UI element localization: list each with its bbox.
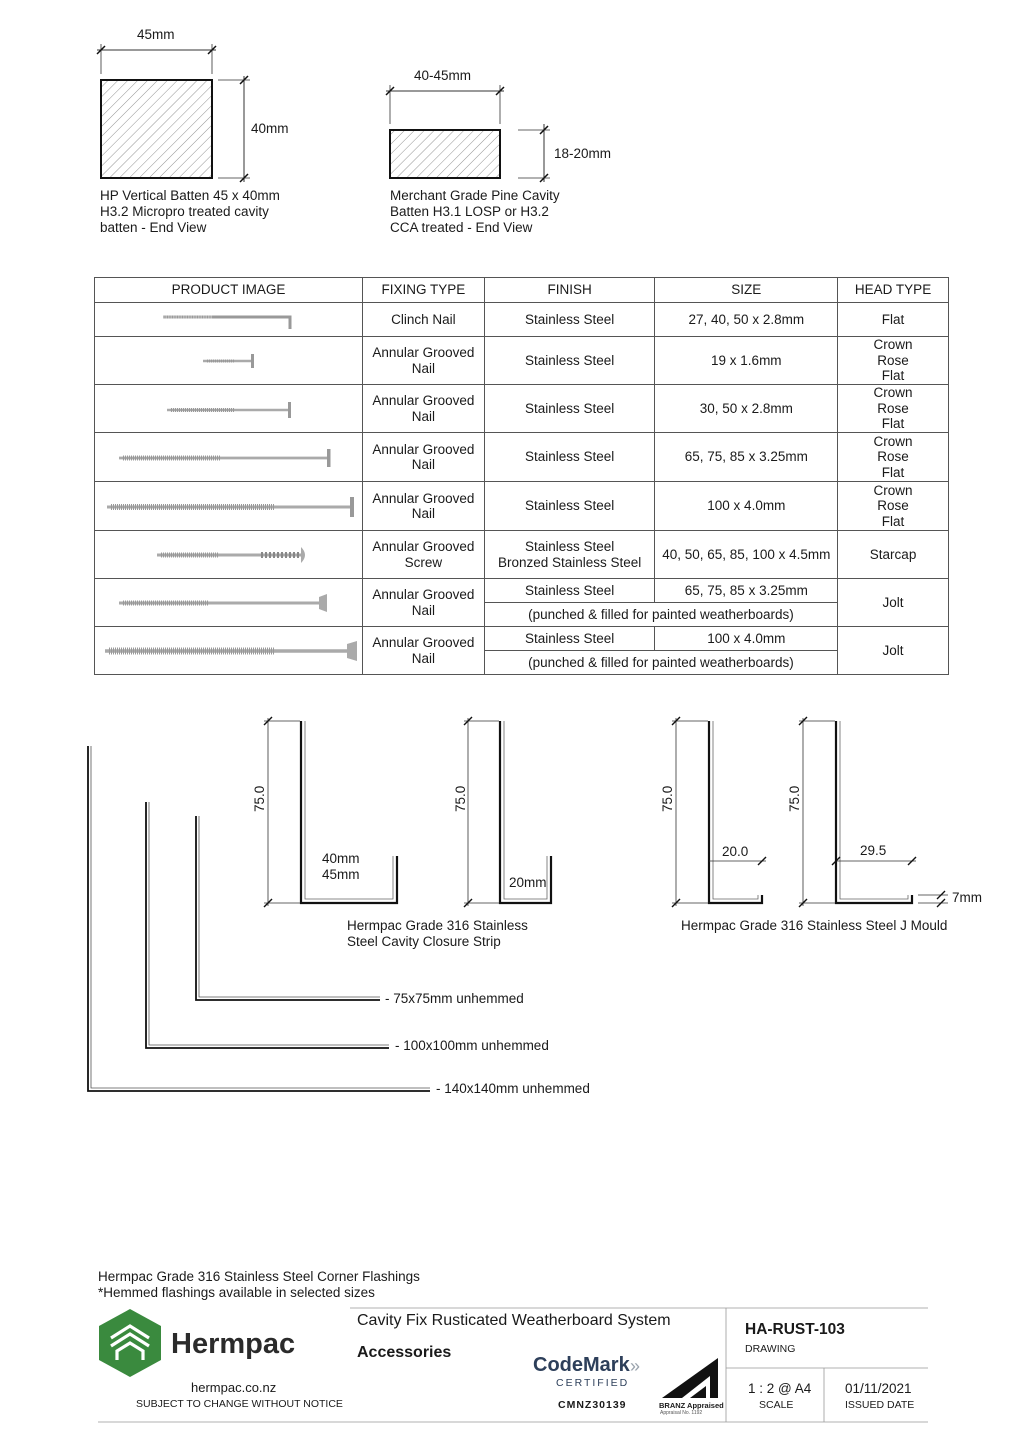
sheet-subtitle: Accessories xyxy=(357,1344,452,1361)
long-annular-nail-icon xyxy=(95,433,363,482)
table-row: (punched & filled for painted weatherboards) xyxy=(95,651,949,675)
header-fixing-type: FIXING TYPE xyxy=(362,278,484,303)
extra-long-annular-nail-icon xyxy=(95,482,363,531)
header-size: SIZE xyxy=(655,278,838,303)
closure-b-height-label: 75.0 xyxy=(453,785,468,812)
corner-flashings-caption: Hermpac Grade 316 Stainless Steel Corner Flashings *Hemmed flashings available in selected sizes xyxy=(98,1269,420,1300)
closure-strip-caption: Hermpac Grade 316 Stainless Steel Cavity Closure Strip xyxy=(347,918,528,949)
table-row: Annular Grooved Nail Stainless Steel 65, 75, 85 x 3.25mm Jolt xyxy=(95,579,949,603)
codemark-chevrons-icon: » xyxy=(630,1356,641,1376)
table-row: Clinch Nail Stainless Steel 27, 40, 50 x 2.8mm Flat xyxy=(95,303,949,337)
closure-b-width-label: 20mm xyxy=(509,875,547,890)
corner-flashing-75-profile xyxy=(196,816,380,1000)
brand-name: Hermpac xyxy=(171,1328,296,1360)
table-row: Annular Grooved Screw Stainless Steel Bronzed Stainless Steel 40, 50, 65, 85, 100 x 4.5mm Starcap xyxy=(95,531,949,579)
issued-date: 01/11/2021 xyxy=(845,1381,912,1396)
branz-appraised: BRANZ Appraised xyxy=(659,1401,724,1410)
batten-2-caption: Merchant Grade Pine Cavity Batten H3.1 LOSP or H3.2 CCA treated - End View xyxy=(390,188,560,235)
change-notice: SUBJECT TO CHANGE WITHOUT NOTICE xyxy=(136,1398,343,1410)
j-mould-a-width-label: 20.0 xyxy=(722,844,749,859)
pine-batten-end-view xyxy=(386,85,550,182)
annular-screw-icon xyxy=(95,531,363,579)
branz-appraisal-number: Appraisal No. 1192 xyxy=(660,1410,703,1416)
j-mould-b-profile xyxy=(799,717,948,907)
j-mould-b-width-label: 29.5 xyxy=(860,843,887,858)
jolt-head-nail-icon xyxy=(95,579,363,627)
scale-label: SCALE xyxy=(759,1399,794,1411)
hermpac-logo-icon xyxy=(97,1308,163,1378)
batten-1-width-label: 45mm xyxy=(137,27,175,42)
header-finish: FINISH xyxy=(484,278,655,303)
scale-value: 1 : 2 @ A4 xyxy=(748,1381,812,1396)
j-mould-a-profile xyxy=(672,717,766,907)
annular-nail-icon xyxy=(95,385,363,433)
table-row: Annular Grooved Nail Stainless Steel 30, 50 x 2.8mm Crown Rose Flat xyxy=(95,385,949,433)
flashing-140-label: - 140x140mm unhemmed xyxy=(436,1081,590,1096)
j-mould-lip-label: 7mm xyxy=(952,890,982,905)
branz-logo-icon xyxy=(660,1356,720,1400)
short-annular-nail-icon xyxy=(95,337,363,385)
codemark-certified: CERTIFIED xyxy=(556,1377,630,1389)
drawing-label: DRAWING xyxy=(745,1343,796,1355)
table-row: Annular Grooved Nail Stainless Steel 100 x 4.0mm Jolt xyxy=(95,627,949,651)
closure-a-height-label: 75.0 xyxy=(252,785,267,812)
j-mould-a-height-label: 75.0 xyxy=(660,785,675,812)
j-mould-caption: Hermpac Grade 316 Stainless Steel J Mould xyxy=(681,918,948,933)
codemark-logo: CodeMark xyxy=(533,1354,630,1376)
flashing-75-label: - 75x75mm unhemmed xyxy=(385,991,524,1006)
issued-date-label: ISSUED DATE xyxy=(845,1399,915,1411)
table-row: Annular Grooved Nail Stainless Steel 100 x 4.0mm Crown Rose Flat xyxy=(95,482,949,531)
clinch-nail-icon xyxy=(95,303,363,337)
header-head-type: HEAD TYPE xyxy=(838,278,949,303)
flashing-100-label: - 100x100mm unhemmed xyxy=(395,1038,549,1053)
header-product-image: PRODUCT IMAGE xyxy=(95,278,363,303)
batten-1-height-label: 40mm xyxy=(251,121,289,136)
drawing-number: HA-RUST-103 xyxy=(745,1321,845,1338)
table-header-row xyxy=(95,278,949,303)
batten-2-height-label: 18-20mm xyxy=(554,146,612,161)
long-jolt-head-nail-icon xyxy=(95,627,363,675)
website-link[interactable]: hermpac.co.nz xyxy=(191,1380,277,1395)
codemark-number: CMNZ30139 xyxy=(558,1399,627,1411)
fixings-table xyxy=(94,277,949,675)
batten-2-width-label: 40-45mm xyxy=(414,68,472,83)
system-title: Cavity Fix Rusticated Weatherboard System xyxy=(357,1312,671,1329)
table-row: Annular Grooved Nail Stainless Steel 19 x 1.6mm Crown Rose Flat xyxy=(95,337,949,385)
closure-a-width-label-1: 40mm xyxy=(322,851,360,866)
table-row: (punched & filled for painted weatherboards) xyxy=(95,603,949,627)
table-row: Annular Grooved Nail Stainless Steel 65, 75, 85 x 3.25mm Crown Rose Flat xyxy=(95,433,949,482)
hp-batten-end-view xyxy=(97,44,250,182)
batten-1-caption: HP Vertical Batten 45 x 40mm H3.2 Micropro treated cavity batten - End View xyxy=(100,188,280,235)
j-mould-b-height-label: 75.0 xyxy=(787,785,802,812)
closure-a-width-label-2: 45mm xyxy=(322,867,360,882)
